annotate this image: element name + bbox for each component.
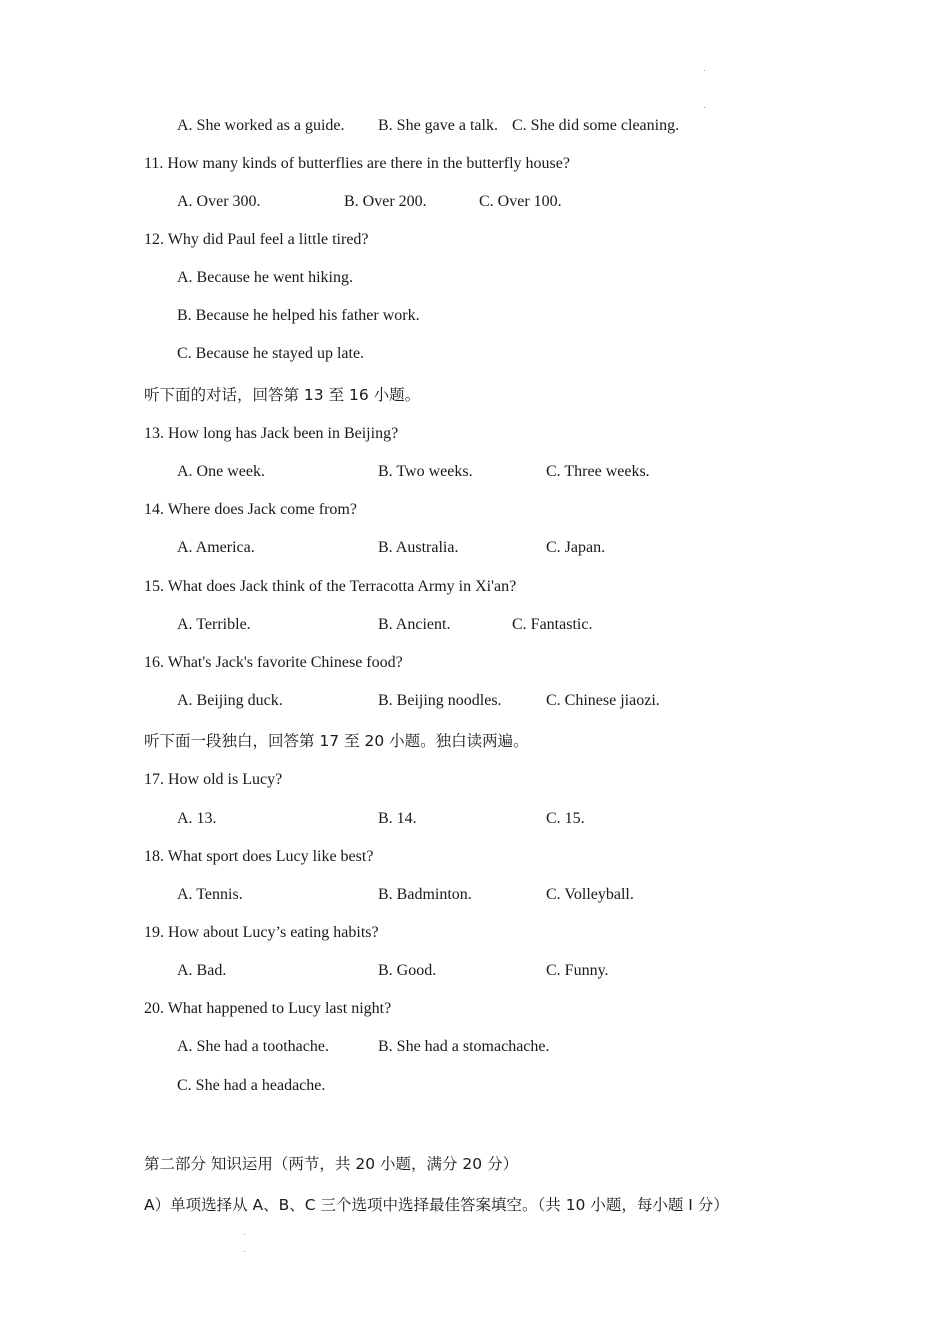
option-c: C. She did some cleaning. [512, 117, 680, 134]
option-c: C. Japan. [546, 539, 606, 556]
option-b: B. Ancient. [378, 616, 451, 633]
option-c: C. Over 100. [479, 193, 562, 210]
speck [704, 107, 705, 108]
option-c: C. 15. [546, 810, 585, 827]
instruction-single-choice: A）单项选择从 A、B、C 三个选项中选择最佳答案填空。（共 10 小题，每小题 I 分） [144, 1196, 729, 1214]
option-a: A. Beijing duck. [177, 692, 283, 709]
option-b: B. 14. [378, 810, 417, 827]
instruction-monologue: 听下面一段独白，回答第 17 至 20 小题。独白读两遍。 [144, 732, 529, 750]
option-c: C. Volleyball. [546, 886, 634, 903]
option-b: B. Australia. [378, 539, 459, 556]
question-14: 14. Where does Jack come from? [144, 501, 357, 518]
option-a: A. 13. [177, 810, 217, 827]
speck [244, 1234, 245, 1235]
option-a: A. America. [177, 539, 255, 556]
option-a: A. Over 300. [177, 193, 261, 210]
option-c: C. Three weeks. [546, 463, 650, 480]
option-b: B. She gave a talk. [378, 117, 498, 134]
question-13: 13. How long has Jack been in Beijing? [144, 425, 399, 442]
option-a: A. Bad. [177, 962, 227, 979]
question-11: 11. How many kinds of butterflies are there in the butterfly house? [144, 155, 570, 172]
question-18: 18. What sport does Lucy like best? [144, 848, 374, 865]
question-16: 16. What's Jack's favorite Chinese food? [144, 654, 403, 671]
option-c: C. Chinese jiaozi. [546, 692, 660, 709]
option-b: B. Two weeks. [378, 463, 473, 480]
q12-option-c: C. Because he stayed up late. [177, 345, 365, 362]
option-a: A. Tennis. [177, 886, 243, 903]
option-b: B. Over 200. [344, 193, 427, 210]
question-12: 12. Why did Paul feel a little tired? [144, 231, 369, 248]
option-b: B. Beijing noodles. [378, 692, 502, 709]
option-a: A. One week. [177, 463, 265, 480]
option-c: C. Funny. [546, 962, 609, 979]
option-b: B. Good. [378, 962, 437, 979]
option-b: B. Badminton. [378, 886, 472, 903]
option-c: C. Fantastic. [512, 616, 593, 633]
instruction-dialogue: 听下面的对话，回答第 13 至 16 小题。 [144, 386, 421, 404]
q12-option-a: A. Because he went hiking. [177, 269, 353, 286]
speck [704, 70, 705, 71]
option-a: A. She worked as a guide. [177, 117, 345, 134]
question-15: 15. What does Jack think of the Terracotta Army in Xi'an? [144, 578, 517, 595]
question-20: 20. What happened to Lucy last night? [144, 1000, 392, 1017]
option-b: B. She had a stomachache. [378, 1038, 550, 1055]
question-17: 17. How old is Lucy? [144, 771, 283, 788]
q12-option-b: B. Because he helped his father work. [177, 307, 420, 324]
option-a: A. She had a toothache. [177, 1038, 329, 1055]
option-a: A. Terrible. [177, 616, 251, 633]
speck [244, 1251, 245, 1252]
q20-option-c: C. She had a headache. [177, 1077, 326, 1094]
question-19: 19. How about Lucy’s eating habits? [144, 924, 379, 941]
section-heading-part-two: 第二部分 知识运用（两节，共 20 小题，满分 20 分） [144, 1155, 519, 1173]
